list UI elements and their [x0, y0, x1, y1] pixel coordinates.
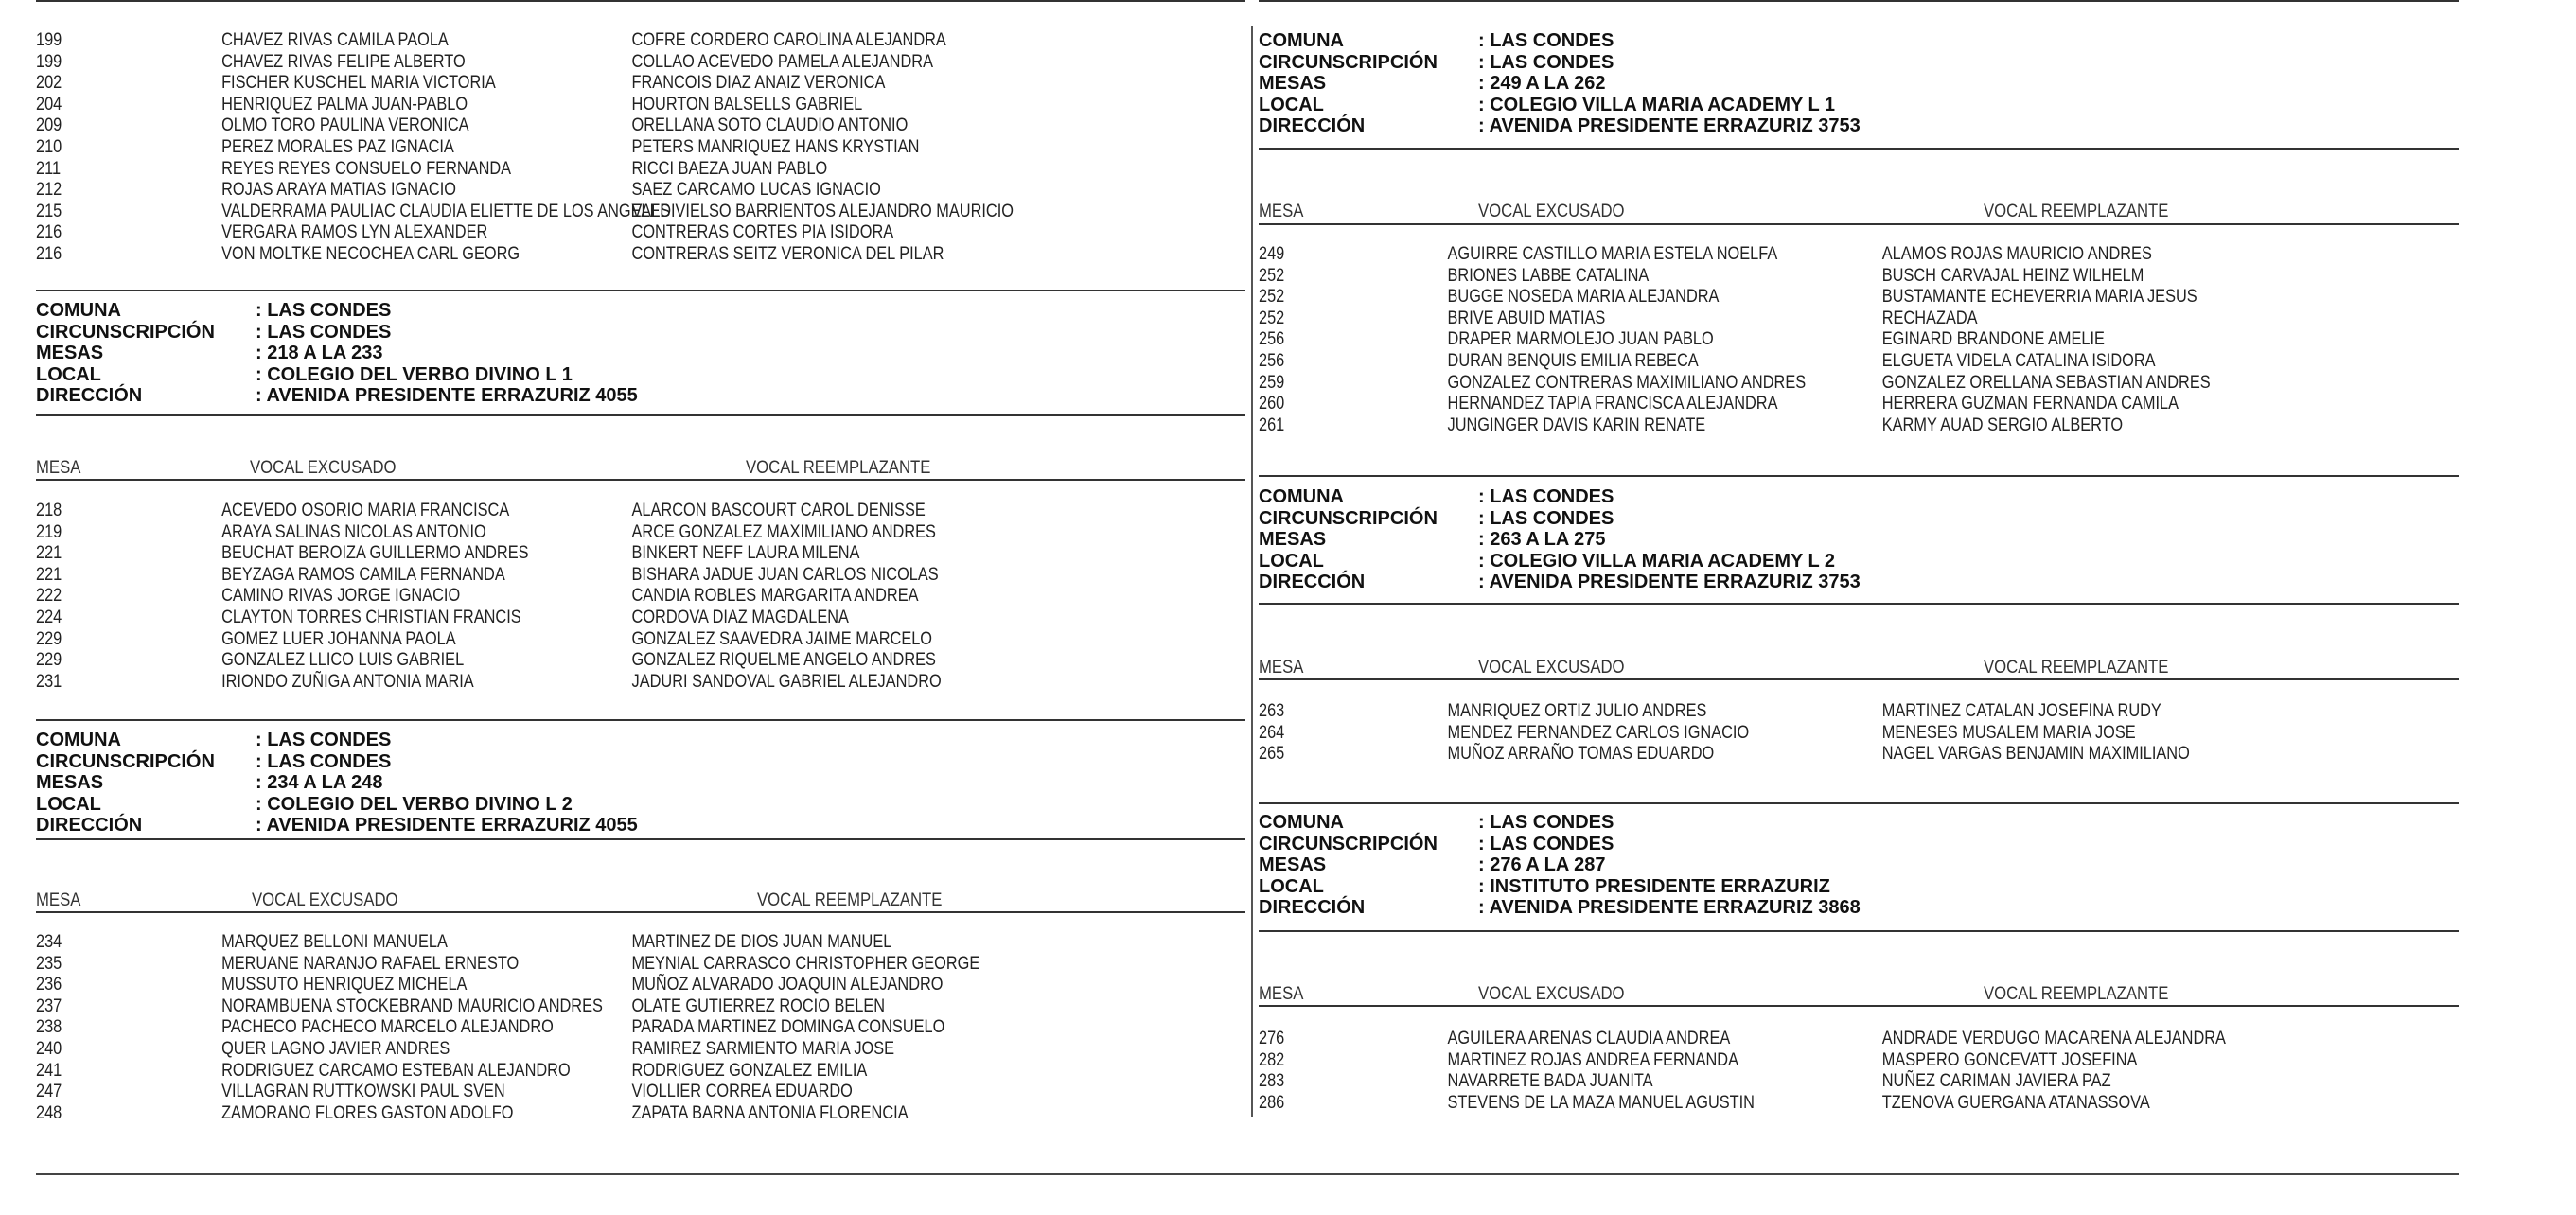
info-value: : AVENIDA PRESIDENTE ERRAZURIZ 4055 [256, 815, 638, 836]
info-label: DIRECCIÓN [1259, 115, 1366, 136]
mesa-number: 204 [36, 94, 62, 114]
vocal-excusado: PACHECO PACHECO MARCELO ALEJANDRO [221, 1017, 554, 1038]
section-rule [1259, 603, 2459, 605]
table-row [36, 629, 1076, 650]
excusado-column-header: VOCAL EXCUSADO [1478, 202, 1625, 221]
table-row [36, 543, 1076, 564]
reemplazante-column-header: VOCAL REEMPLAZANTE [757, 890, 943, 910]
vocal-reemplazante: MEYNIAL CARRASCO CHRISTOPHER GEORGE [631, 953, 980, 974]
mesa-number: 216 [36, 222, 62, 243]
mesa-number: 210 [36, 137, 62, 157]
column-divider [1251, 26, 1253, 1117]
mesa-number: 265 [1259, 744, 1285, 765]
vocal-excusado: VILLAGRAN RUTTKOWSKI PAUL SVEN [221, 1082, 505, 1102]
vocal-reemplazante: RECHAZADA [1881, 308, 1978, 328]
table-row [36, 30, 1076, 51]
vocal-excusado: BRIVE ABUID MATIAS [1447, 308, 1606, 328]
vocal-excusado: QUER LAGNO JAVIER ANDRES [221, 1039, 450, 1059]
vocal-reemplazante: BISHARA JADUE JUAN CARLOS NICOLAS [631, 564, 939, 585]
vocal-reemplazante: MENESES MUSALEM MARIA JOSE [1881, 722, 2136, 743]
section-rule [1259, 678, 2459, 680]
info-label: DIRECCIÓN [36, 385, 143, 406]
vocal-reemplazante: PETERS MANRIQUEZ HANS KRYSTIAN [631, 137, 920, 157]
info-label: LOCAL [36, 363, 101, 385]
table-row [1259, 701, 2290, 722]
mesa-number: 212 [36, 180, 62, 201]
vocal-reemplazante: RICCI BAEZA JUAN PABLO [631, 158, 828, 179]
mesa-number: 211 [36, 158, 62, 179]
vocal-reemplazante: JADURI SANDOVAL GABRIEL ALEJANDRO [631, 671, 942, 692]
info-value: : 249 A LA 262 [1478, 73, 1606, 94]
info-label: CIRCUNSCRIPCIÓN [1259, 507, 1438, 529]
info-label: COMUNA [1259, 486, 1344, 507]
vocal-reemplazante: ALARCON BASCOURT CAROL DENISSE [631, 501, 926, 520]
info-label: LOCAL [1259, 94, 1324, 115]
table-row [36, 586, 1076, 607]
vocal-reemplazante: RODRIGUEZ GONZALEZ EMILIA [631, 1060, 868, 1081]
table-row [1259, 308, 2290, 329]
vocal-excusado: ACEVEDO OSORIO MARIA FRANCISCA [221, 501, 510, 520]
section-rule [1259, 223, 2459, 225]
info-label: MESAS [1259, 854, 1327, 875]
page-bottom-rule [36, 1173, 2459, 1175]
vocal-excusado: OLMO TORO PAULINA VERONICA [221, 115, 469, 136]
mesa-number: 276 [1259, 1029, 1285, 1048]
info-label: DIRECCIÓN [1259, 897, 1366, 918]
reemplazante-column-header: VOCAL REEMPLAZANTE [1984, 984, 2169, 1004]
vocal-excusado: NORAMBUENA STOCKEBRAND MAURICIO ANDRES [221, 995, 603, 1016]
table-row [36, 501, 1076, 521]
info-value: : 234 A LA 248 [256, 772, 383, 793]
info-value: : LAS CONDES [1478, 833, 1614, 854]
vocal-reemplazante: ZAPATA BARNA ANTONIA FLORENCIA [631, 1102, 909, 1123]
section-rule [36, 0, 1245, 2]
vocal-excusado: RODRIGUEZ CARCAMO ESTEBAN ALEJANDRO [221, 1060, 571, 1081]
mesa-column-header: MESA [36, 890, 81, 910]
table-row [1259, 415, 2290, 436]
mesa-column-header: MESA [36, 458, 81, 478]
mesa-number: 241 [36, 1060, 62, 1081]
vocal-reemplazante: OLATE GUTIERREZ ROCIO BELEN [631, 995, 886, 1016]
vocal-reemplazante: CONTRERAS CORTES PIA ISIDORA [631, 222, 894, 243]
vocal-excusado: VON MOLTKE NECOCHEA CARL GEORG [221, 244, 520, 264]
vocal-reemplazante: MARTINEZ DE DIOS JUAN MANUEL [631, 932, 892, 952]
vocal-reemplazante: CORDOVA DIAZ MAGDALENA [631, 608, 849, 627]
vocal-excusado: CHAVEZ RIVAS CAMILA PAOLA [221, 30, 449, 50]
vocal-reemplazante: PARADA MARTINEZ DOMINGA CONSUELO [631, 1017, 945, 1038]
table-row [36, 1103, 1076, 1124]
vocal-reemplazante: BUSTAMANTE ECHEVERRIA MARIA JESUS [1881, 287, 2197, 308]
vocal-excusado: STEVENS DE LA MAZA MANUEL AGUSTIN [1447, 1092, 1755, 1113]
mesa-number: 231 [36, 671, 62, 692]
vocal-excusado: CHAVEZ RIVAS FELIPE ALBERTO [221, 51, 466, 72]
mesa-number: 218 [36, 501, 62, 520]
table-row [1259, 1093, 2290, 1114]
mesa-column-header: MESA [1259, 984, 1304, 1004]
info-value: : LAS CONDES [1478, 30, 1614, 51]
section-rule [36, 290, 1245, 291]
mesa-number: 199 [36, 30, 62, 50]
table-row [36, 180, 1076, 201]
mesa-column-header: MESA [1259, 658, 1304, 678]
vocal-excusado: ROJAS ARAYA MATIAS IGNACIO [221, 180, 456, 201]
info-value: : LAS CONDES [1478, 507, 1614, 529]
table-row [36, 52, 1076, 73]
mesa-number: 216 [36, 244, 62, 264]
vocal-excusado: DRAPER MARMOLEJO JUAN PABLO [1447, 329, 1714, 350]
table-row [36, 95, 1076, 115]
mesa-number: 248 [36, 1102, 62, 1123]
vocal-reemplazante: NUÑEZ CARIMAN JAVIERA PAZ [1881, 1071, 2111, 1092]
mesa-number: 209 [36, 115, 62, 136]
vocal-reemplazante: TZENOVA GUERGANA ATANASSOVA [1881, 1092, 2150, 1113]
table-row [36, 932, 1076, 953]
info-value: : 263 A LA 275 [1478, 529, 1606, 550]
table-row [1259, 351, 2290, 372]
vocal-excusado: MARTINEZ ROJAS ANDREA FERNANDA [1447, 1049, 1739, 1070]
info-label: COMUNA [1259, 30, 1344, 51]
table-row [36, 1039, 1076, 1060]
mesa-number: 235 [36, 953, 62, 974]
vocal-excusado: DURAN BENQUIS EMILIA REBECA [1447, 351, 1699, 371]
reemplazante-column-header: VOCAL REEMPLAZANTE [746, 458, 931, 478]
vocal-excusado: MUSSUTO HENRIQUEZ MICHELA [221, 975, 468, 995]
info-value: : LAS CONDES [256, 321, 392, 343]
mesa-number: 283 [1259, 1071, 1285, 1092]
vocal-reemplazante: RAMIREZ SARMIENTO MARIA JOSE [631, 1039, 895, 1059]
info-value: : LAS CONDES [256, 730, 392, 750]
info-value: : AVENIDA PRESIDENTE ERRAZURIZ 3753 [1478, 572, 1861, 592]
info-label: CIRCUNSCRIPCIÓN [36, 750, 215, 772]
mesa-number: 236 [36, 975, 62, 995]
vocal-reemplazante: VIOLLIER CORREA EDUARDO [631, 1082, 853, 1102]
vocal-reemplazante: GONZALEZ ORELLANA SEBASTIAN ANDRES [1881, 372, 2211, 393]
mesa-column-header: MESA [1259, 202, 1304, 221]
vocal-excusado: BRIONES LABBE CATALINA [1447, 265, 1650, 286]
vocal-excusado: MERUANE NARANJO RAFAEL ERNESTO [221, 953, 520, 974]
mesa-number: 202 [36, 73, 62, 94]
vocal-reemplazante: EGINARD BRANDONE AMELIE [1881, 329, 2105, 350]
table-row [36, 159, 1076, 180]
vocal-excusado: HENRIQUEZ PALMA JUAN-PABLO [221, 94, 468, 114]
section-rule [36, 414, 1245, 416]
vocal-reemplazante: COLLAO ACEVEDO PAMELA ALEJANDRA [631, 51, 933, 72]
table-row [36, 1017, 1076, 1038]
info-value: : LAS CONDES [1478, 486, 1614, 507]
vocal-excusado: MANRIQUEZ ORTIZ JULIO ANDRES [1447, 701, 1707, 721]
reemplazante-column-header: VOCAL REEMPLAZANTE [1984, 658, 2169, 678]
mesa-number: 221 [36, 543, 62, 564]
vocal-excusado: REYES REYES CONSUELO FERNANDA [221, 158, 512, 179]
mesa-number: 247 [36, 1082, 62, 1102]
vocal-excusado: MENDEZ FERNANDEZ CARLOS IGNACIO [1447, 722, 1750, 743]
mesa-number: 222 [36, 586, 62, 607]
vocal-excusado: NAVARRETE BADA JUANITA [1447, 1071, 1653, 1092]
info-label: LOCAL [1259, 550, 1324, 572]
info-value: : 218 A LA 233 [256, 343, 383, 363]
mesa-number: 260 [1259, 394, 1285, 414]
table-row [1259, 744, 2290, 765]
vocal-excusado: BEYZAGA RAMOS CAMILA FERNANDA [221, 564, 505, 585]
mesa-number: 282 [1259, 1049, 1285, 1070]
info-label: CIRCUNSCRIPCIÓN [1259, 51, 1438, 73]
vocal-excusado: IRIONDO ZUÑIGA ANTONIA MARIA [221, 671, 474, 692]
excusado-column-header: VOCAL EXCUSADO [1478, 984, 1625, 1004]
section-rule [1259, 148, 2459, 150]
mesa-number: 219 [36, 521, 62, 542]
vocal-reemplazante: MUÑOZ ALVARADO JOAQUIN ALEJANDRO [631, 975, 944, 995]
vocal-reemplazante: ANDRADE VERDUGO MACARENA ALEJANDRA [1881, 1029, 2226, 1048]
info-label: COMUNA [36, 730, 121, 750]
table-row [1259, 1071, 2290, 1092]
info-value: : COLEGIO DEL VERBO DIVINO L 2 [256, 793, 573, 815]
info-value: : LAS CONDES [1478, 812, 1614, 833]
vocal-excusado: GONZALEZ LLICO LUIS GABRIEL [221, 650, 465, 671]
table-row [1259, 287, 2290, 308]
vocal-reemplazante: KARMY AUAD SERGIO ALBERTO [1881, 414, 2124, 435]
mesa-number: 238 [36, 1017, 62, 1038]
vocal-excusado: VERGARA RAMOS LYN ALEXANDER [221, 222, 488, 243]
table-row [1259, 1029, 2290, 1049]
info-value: : AVENIDA PRESIDENTE ERRAZURIZ 4055 [256, 385, 638, 406]
vocal-excusado: JUNGINGER DAVIS KARIN RENATE [1447, 414, 1706, 435]
mesa-number: 221 [36, 564, 62, 585]
excusado-column-header: VOCAL EXCUSADO [252, 890, 398, 910]
mesa-number: 256 [1259, 329, 1285, 350]
vocal-reemplazante: ELGUETA VIDELA CATALINA ISIDORA [1881, 351, 2156, 371]
section-rule [1259, 475, 2459, 477]
vocal-excusado: FISCHER KUSCHEL MARIA VICTORIA [221, 73, 496, 94]
table-row [1259, 394, 2290, 414]
table-row [36, 73, 1076, 94]
table-row [36, 1061, 1076, 1082]
vocal-excusado: BEUCHAT BEROIZA GUILLERMO ANDRES [221, 543, 529, 564]
mesa-number: 264 [1259, 722, 1285, 743]
mesa-number: 229 [36, 650, 62, 671]
vocal-excusado: GONZALEZ CONTRERAS MAXIMILIANO ANDRES [1447, 372, 1807, 393]
mesa-number: 252 [1259, 287, 1285, 308]
vocal-reemplazante: CANDIA ROBLES MARGARITA ANDREA [631, 586, 919, 607]
mesa-number: 256 [1259, 351, 1285, 371]
table-row [36, 1082, 1076, 1102]
info-label: MESAS [36, 343, 104, 363]
vocal-reemplazante: MARTINEZ CATALAN JOSEFINA RUDY [1881, 701, 2161, 721]
info-value: : INSTITUTO PRESIDENTE ERRAZURIZ [1478, 875, 1830, 897]
table-row [36, 137, 1076, 158]
info-label: COMUNA [36, 300, 121, 321]
vocal-reemplazante: ORELLANA SOTO CLAUDIO ANTONIO [631, 115, 909, 136]
section-rule [1259, 0, 2459, 2]
vocal-excusado: CAMINO RIVAS JORGE IGNACIO [221, 586, 461, 607]
table-row [36, 975, 1076, 995]
vocal-reemplazante: ARCE GONZALEZ MAXIMILIANO ANDRES [631, 521, 936, 542]
mesa-number: 224 [36, 608, 62, 627]
info-label: MESAS [1259, 529, 1327, 550]
info-label: LOCAL [36, 793, 101, 815]
section-rule [1259, 802, 2459, 804]
info-value: : AVENIDA PRESIDENTE ERRAZURIZ 3868 [1478, 897, 1861, 918]
vocal-excusado: GOMEZ LUER JOHANNA PAOLA [221, 628, 456, 649]
table-row [1259, 329, 2290, 350]
mesa-number: 261 [1259, 414, 1285, 435]
info-label: LOCAL [1259, 875, 1324, 897]
table-row [36, 222, 1076, 243]
info-label: MESAS [36, 772, 104, 793]
vocal-excusado: PEREZ MORALES PAZ IGNACIA [221, 137, 454, 157]
vocal-excusado: AGUILERA ARENAS CLAUDIA ANDREA [1447, 1029, 1731, 1048]
vocal-reemplazante: COFRE CORDERO CAROLINA ALEJANDRA [631, 30, 946, 50]
vocal-reemplazante: GONZALEZ RIQUELME ANGELO ANDRES [631, 650, 936, 671]
vocal-excusado: MARQUEZ BELLONI MANUELA [221, 932, 448, 952]
info-label: CIRCUNSCRIPCIÓN [1259, 833, 1438, 854]
vocal-excusado: HERNANDEZ TAPIA FRANCISCA ALEJANDRA [1447, 394, 1778, 414]
table-row [36, 608, 1076, 628]
vocal-excusado: AGUIRRE CASTILLO MARIA ESTELA NOELFA [1447, 244, 1778, 264]
vocal-excusado: MUÑOZ ARRAÑO TOMAS EDUARDO [1447, 744, 1715, 765]
info-value: : COLEGIO VILLA MARIA ACADEMY L 1 [1478, 94, 1836, 115]
vocal-reemplazante: ALAMOS ROJAS MAURICIO ANDRES [1881, 244, 2152, 264]
vocal-reemplazante: MASPERO GONCEVATT JOSEFINA [1881, 1049, 2138, 1070]
info-label: CIRCUNSCRIPCIÓN [36, 321, 215, 343]
info-value: : COLEGIO DEL VERBO DIVINO L 1 [256, 363, 573, 385]
table-row [36, 672, 1076, 693]
vocal-reemplazante: FRANCOIS DIAZ ANAIZ VERONICA [631, 73, 886, 94]
table-row [36, 202, 1076, 222]
table-row [36, 522, 1076, 543]
vocal-excusado: BUGGE NOSEDA MARIA ALEJANDRA [1447, 287, 1720, 308]
info-label: COMUNA [1259, 812, 1344, 833]
table-row [1259, 373, 2290, 394]
vocal-excusado: ARAYA SALINAS NICOLAS ANTONIO [221, 521, 486, 542]
section-rule [1259, 930, 2459, 932]
vocal-reemplazante: VALDIVIELSO BARRIENTOS ALEJANDRO MAURICIO [631, 201, 1014, 221]
info-value: : AVENIDA PRESIDENTE ERRAZURIZ 3753 [1478, 115, 1861, 136]
mesa-number: 252 [1259, 308, 1285, 328]
vocal-excusado: VALDERRAMA PAULIAC CLAUDIA ELIETTE DE LOS ANGELES [221, 201, 671, 221]
table-row [36, 244, 1076, 265]
mesa-number: 199 [36, 51, 62, 72]
mesa-number: 252 [1259, 265, 1285, 286]
info-value: : LAS CONDES [256, 300, 392, 321]
mesa-number: 259 [1259, 372, 1285, 393]
vocal-reemplazante: NAGEL VARGAS BENJAMIN MAXIMILIANO [1881, 744, 2190, 765]
vocal-reemplazante: BINKERT NEFF LAURA MILENA [631, 543, 860, 564]
table-row [36, 954, 1076, 975]
table-row [36, 650, 1076, 671]
vocal-reemplazante: BUSCH CARVAJAL HEINZ WILHELM [1881, 265, 2144, 286]
table-row [1259, 266, 2290, 287]
excusado-column-header: VOCAL EXCUSADO [1478, 658, 1625, 678]
info-label: DIRECCIÓN [1259, 572, 1366, 592]
vocal-excusado: CLAYTON TORRES CHRISTIAN FRANCIS [221, 608, 521, 627]
mesa-number: 286 [1259, 1092, 1285, 1113]
table-row [1259, 723, 2290, 744]
table-row [36, 115, 1076, 136]
excusado-column-header: VOCAL EXCUSADO [250, 458, 397, 478]
section-rule [36, 479, 1245, 481]
section-rule [36, 838, 1245, 840]
section-rule [1259, 1005, 2459, 1007]
vocal-reemplazante: HOURTON BALSELLS GABRIEL [631, 94, 863, 114]
mesa-number: 240 [36, 1039, 62, 1059]
info-label: DIRECCIÓN [36, 815, 143, 836]
reemplazante-column-header: VOCAL REEMPLAZANTE [1984, 202, 2169, 221]
mesa-number: 237 [36, 995, 62, 1016]
vocal-reemplazante: GONZALEZ SAAVEDRA JAIME MARCELO [631, 628, 933, 649]
table-row [36, 565, 1076, 586]
vocal-reemplazante: CONTRERAS SEITZ VERONICA DEL PILAR [631, 244, 944, 264]
vocal-reemplazante: HERRERA GUZMAN FERNANDA CAMILA [1881, 394, 2179, 414]
section-rule [36, 719, 1245, 721]
table-row [36, 996, 1076, 1017]
info-value: : COLEGIO VILLA MARIA ACADEMY L 2 [1478, 550, 1836, 572]
vocal-reemplazante: SAEZ CARCAMO LUCAS IGNACIO [631, 180, 881, 201]
mesa-number: 234 [36, 932, 62, 952]
info-value: : 276 A LA 287 [1478, 854, 1606, 875]
info-value: : LAS CONDES [1478, 51, 1614, 73]
mesa-number: 249 [1259, 244, 1285, 264]
table-row [1259, 244, 2290, 265]
mesa-number: 263 [1259, 701, 1285, 721]
info-label: MESAS [1259, 73, 1327, 94]
section-rule [36, 911, 1245, 913]
mesa-number: 229 [36, 628, 62, 649]
mesa-number: 215 [36, 201, 62, 221]
table-row [1259, 1050, 2290, 1071]
vocal-excusado: ZAMORANO FLORES GASTON ADOLFO [221, 1102, 514, 1123]
info-value: : LAS CONDES [256, 750, 392, 772]
